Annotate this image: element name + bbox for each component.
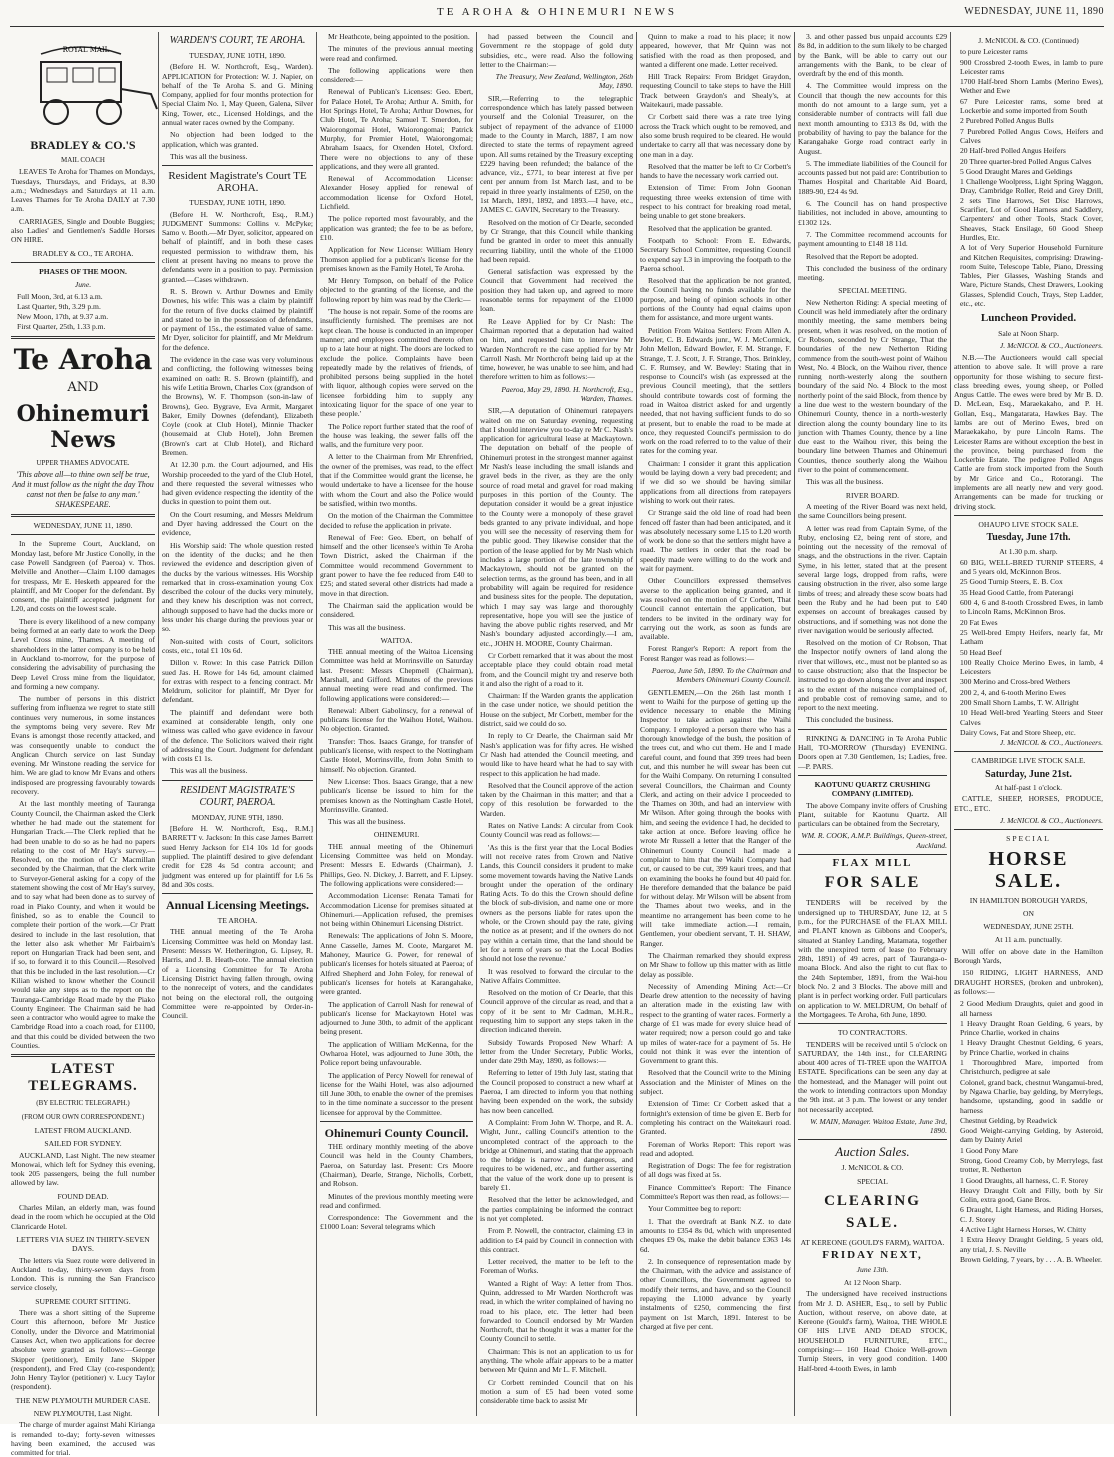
article-paragraph: Mr Heathcote, being appointed to the position.: [328, 32, 470, 41]
telegrams-heading: LATEST TELEGRAMS.: [28, 1061, 138, 1095]
list-item: 600 4, 6 and 8-tooth Crossbred Ewes, in lamb to Lincoln Rams, McKinnon Bros.: [960, 598, 1103, 617]
article-paragraph: On the motion of the Chairman the Committee decided to refuse the application in private.: [320, 511, 473, 530]
article-paragraph: Petition From Waitoa Settlers: From Allen A. Bowler, C. B. Edwards junr., W. J. McCormick, John Mellon, Edward Bowler, F. M. Strange, F. Strange, T. J. Scott, J. F. Strange, Thos. Brinkley, C. F. Rumsey, and W. Bewley: Stating that in response to Council's wish (as expressed at the previous Council meeting), that the settlers should contribute towards cost of forming the road in Waitoa district asked for and urgently needed, that not having sufficient funds to do so at present, but to enable the road to be made at once, they requested Council's permission to do work on the road referred to to the value of their rates for the coming year.: [640, 325, 791, 456]
article-paragraph: 6. The Council has on hand prospective liabilities, not included in above, amounting to £1302 12s.: [798, 199, 947, 227]
article-paragraph: General satisfaction was expressed by the Council that Government had received the position they had taken up, and agreed to more reasonable terms for repayment of the £1000 loan.: [480, 267, 633, 314]
flax-for-sale: FOR SALE: [824, 874, 921, 892]
list-item: 1 Heavy Draught Roan Gelding, 6 years, by Prince Charlie, worked in chains: [960, 1018, 1103, 1038]
county-council-heading: Ohinemuri County Council.: [324, 1126, 469, 1141]
divider: [954, 829, 1103, 830]
article-paragraph: SIR,—A deputation of Ohinemuri ratepayers waited on me on Saturday evening, requesting that I should interview you to-day re Mr C. Nash's application for agricultural lease at Mackaytown. The deputation on behalf of the people of Ohinemuri protest in the strongest manner against Mr Nash's lease including the small islands and gravel beds in the river, as they are the only source of road metal and gravel for road making purposes in this portion of the County. The deputation consider it would be a great injustice to the County were a monopoly of these gravel beds granted to any private individual, and hope you will see the necessity of reserving them for the public good. They likewise consider that the portion of the lease applied for by Mr Nash which includes a large portion of the late township of Mackaytown, should not be granted on the selection terms, as the ground has been, and in all probability will again be required for residence and business sites for the people. The deputation, which I may say was large and thoroughly representative, hope you will see the justice of having the above public rights reserved, and Mr Nash's boundary adjusted accordingly.—I am, etc., JOHN H. MOORE, County Chairman.: [480, 406, 633, 648]
divider: [798, 1023, 947, 1024]
divider: [798, 854, 947, 855]
special-label: SPECIAL: [857, 1176, 888, 1186]
masthead-and: AND: [67, 379, 99, 395]
divider: [162, 165, 313, 166]
article-paragraph: It was resolved to forward the circular to the Native Affairs Committee.: [480, 966, 633, 985]
list-item: 1 Good Draughts, all harness, C. F. Storey: [960, 1175, 1089, 1185]
article-paragraph: (Before H. W. Northcroft, Esq., R.M.) JUDGMENT Summons: Collins v. McPyke; Samo v. Booth.—Mr Dyer, solicitor, appeared on behalf of plaintiff, and in both these cases requested permission to withdraw them, his client at present having no means to prove the defendants were in a position to pay. Permission granted.—Cases withdrawn.: [162, 209, 313, 284]
auction-firm: J. McNICOL & CO.: [841, 1163, 904, 1173]
article-paragraph: A letter to the Chairman from Mr Ehrenfried, the owner of the premises, was read, to the effect that if the Committee would grant the license, he would undertake to have a licensee for the house with whom the Court and also the Police would be satisfied, within two months.: [320, 452, 473, 508]
telegram-heading: THE NEW PLYMOUTH MURDER CASE.: [15, 1395, 151, 1405]
divider: [798, 775, 947, 776]
article-paragraph: 2. In consequence of representation made by the Chairman, with the advice and assistance of other Councillors, the Government agreed to modify their terms, and have, and so the Council repaying the L1000 advance by yearly instalments of £250, commencing the first payment on 1st March, 1891. Interest to be charged at five per cent.: [640, 1256, 791, 1331]
article-paragraph: Hill Track Repairs: From Bridget Graydon, requesting Council to take steps to have the Hill Track between Graydon's and Shealy's, at Waitekauri, made passable.: [640, 72, 791, 110]
article-paragraph: This concluded the business of the ordinary meeting.: [798, 263, 947, 283]
moon-heading: PHASES OF THE MOON.: [39, 266, 127, 276]
list-item: Dairy Cows, Fat and Store Sheep, etc.: [960, 727, 1076, 737]
columns: [8, 32, 1106, 1457]
article-paragraph: Dillon v. Rowe: In this case Patrick Dillon sued Jas. H. Rowe for 14s 6d, amount claimed for extras with respect to a fencing contract. Mr Meldrum, solicitor for plaintiff, Mr Dyer for defendant.: [162, 658, 313, 705]
special-meeting-heading: SPECIAL MEETING.: [838, 286, 907, 296]
coach-name: BRADLEY & CO.'S: [30, 138, 136, 152]
moon-line: New Moon, 17th, at 9.37 a.m.: [17, 312, 109, 322]
list-item: A lot of Very Superior Household Furniture and Kitchen Requisites, comprising: Drawing-room Suite, Telescope Table, Piano, Dressing Tables, Pier Glasses, Washing Stands and Ware, Picture Stands, Chest Drawers, Looking Glasses, Splendid Couch, Trays, Step Ladder, etc., etc.: [960, 243, 1103, 309]
moon-line: Full Moon, 3rd, at 6.13 a.m.: [17, 291, 103, 301]
rm-court-heading: Resident Magistrate's Court TE AROHA.: [168, 170, 307, 195]
article-paragraph: The following applications were then considered:—: [320, 65, 473, 85]
article-paragraph: The minutes of the previous annual meeting were read and confirmed.: [320, 44, 473, 63]
article-paragraph: Cr Corbett reminded Council that on his motion a sum of £5 had been voted some considerable time back to assist Mr: [480, 1377, 633, 1406]
article-paragraph: A letter was read from Captain Syme, of the Ruby, enclosing £2, being rent of store, and pointing out the necessity of the removal of snags, and the obstructions in the river. Captain Syme, in his letter, stated that at the present several large logs, dropped from rafts, were causing obstruction in the river, also some large limbs of trees; and already these scow boats had been the Ruby and he had been put to £40 expenses on account of breakages caused by obstructions, and if something was not done the river navigation would be seriously affected.: [798, 523, 947, 635]
list-item: 5 Good Draught Mares and Geldings: [960, 166, 1073, 176]
article-paragraph: [Before H. W. Northcroft, Esq., R.M.] BARRETT v. Jackson: In this case James Barrett sued Henry Jackson for £14 10s 1d for goods supplied. The plaintiff desired to give defendant credit for £28 4s 5d contra account; and judgment was entered up for plaintiff for L6 5s 8d and 30s costs.: [162, 824, 313, 889]
article-paragraph: Non-suited with costs of Court, solicitors costs, etc., total £1 10s 6d.: [162, 636, 313, 655]
article-paragraph: Resolved that the Report be adopted.: [806, 251, 919, 261]
article-paragraph: The Chairman remarked they should express on Mr Shaw to follow up this matter with as little delay as possible.: [640, 950, 791, 979]
article-paragraph: Extension of Time: From John Goonan requesting three weeks extension of time with respect to his contract for breaking road metal, being unable to get stone breakers.: [640, 183, 791, 221]
article-paragraph: Chairman: If the Warden grants the application in the case under notice, we should petition the House on the subject, Mr Corbett, member for the district, said we could do so.: [480, 691, 633, 729]
telegrams-sub: (BY ELECTRIC TELEGRAPH.): [36, 1099, 130, 1108]
licensing-sub: TE AROHA.: [217, 916, 258, 926]
telegram-heading: SAILED FOR SYDNEY.: [44, 1139, 122, 1149]
article-paragraph: (Before H. W. Northcroft, Esq., Warden). APPLICATION for Protection: W. J. Napier, on behalf of the Te Aroha S. and G. Mining Company, applied for four months protection for Special Claim No. 1, May Queen, Galena, Silver King, Tower, etc., Licensed Holdings, and the annual water races owned by the Company.: [162, 62, 313, 128]
list-item: 1 Extra Heavy Draught Gelding, 5 years old, any trial, J. S. Neville: [960, 1235, 1103, 1254]
ohinemuri-heading: OHINEMURI.: [373, 830, 420, 840]
column-4: [476, 32, 636, 1416]
clearing-time: At 12 Noon Sharp.: [843, 1277, 902, 1287]
coach-text-2: CARRIAGES, Single and Double Buggies; also Ladies' and Gentlemen's Saddle Horses ON HIRE.: [11, 216, 155, 245]
article-paragraph: This was all the business.: [806, 477, 884, 487]
column-6: [794, 32, 950, 1416]
article-paragraph: Your Committee beg to report:: [648, 1204, 742, 1214]
divider: [162, 893, 313, 894]
article-paragraph: Renewals: The applications of John S. Moore, Anne Casselle, James M. Coote, Margaret M. Mahoney, Maurice G. Power, for renewal of publican's licenses for hotels situated at Paeroa; of Alfred Shepherd and John Foley, for renewal of publican's licenses for hotels at Karangahake, were granted.: [320, 931, 473, 997]
article-paragraph: At 12.30 p.m. the Court adjourned, and His Worship proceeded to the yard of the Club Hotel, and there requested the several witnesses who had given evidence respecting the identity of the ducks in question to point them out.: [162, 460, 313, 507]
luncheon-provided: Luncheon Provided.: [980, 312, 1077, 325]
telegram-from: LATEST FROM AUCKLAND.: [34, 1125, 132, 1135]
rm-paeroa-date: MONDAY, JUNE 9TH, 1890.: [191, 812, 284, 822]
list-item: 67 Pure Leicester rams, some bred at Lockerbie and some imported from South: [960, 96, 1103, 116]
list-item: 7 Purebred Polled Angus Cows, Heifers and Calves: [960, 126, 1103, 145]
article-paragraph: THE ordinary monthly meeting of the above Council was held in the County Chambers, Paeroa, on Saturday last. Present: Crs Moore (Chairman), Dearle, Strange, Nicholls, Corbett, and Robson.: [320, 1142, 473, 1189]
list-item: 35 Head Good Cattle, from Paterangi: [960, 587, 1074, 597]
list-item: 1700 Half-bred Shorn Lambs (Merino Ewes), Wether and Ewe: [960, 77, 1103, 96]
article-paragraph: Resolved that the matter be left to Cr Corbett's hands to have the necessary work carried out.: [640, 161, 791, 181]
telegram-text: There was a short sitting of the Supreme Court this afternoon, before Mr Justice Conolly, under the Divorce and Matrimonial Causes Act, when two applications for decree absolute were granted as follows:—George Skipper (petitioner), Emily Jane Skipper (respondent), and Fred Clay (co-respondent); John Henry Taylor (petitioner) v. Lucy Taylor (respondent).: [11, 1308, 155, 1392]
cambridge-text: CATTLE, SHEEP, HORSES, PRODUCE, ETC., ETC.: [954, 794, 1103, 813]
rm-court-date: TUESDAY, JUNE 10TH, 1890.: [189, 198, 286, 208]
article-paragraph: Accommodation License: Renata Tamati for Accommodation License for premises situated at Ohinemuri.—Application refused, the premises not being within Ohinemuri Licensing District.: [320, 891, 473, 929]
list-item: 2 Good Medium Draughts, quiet and good in all harness: [960, 999, 1103, 1018]
clearing-sub: AT KEREONE (GOULD'S FARM), WAITOA.: [800, 1238, 945, 1248]
article-paragraph: 'The house is not repair. Some of the rooms are insufficiently furnished. The premises are not kept clean. The house is conducted in an improper manner; and employees committed thereto often up to a late hour at night. The doors are locked to exclude the police. Complaints have been repeatedly made by the relatives of friends, of prohibited persons being supplied in the hotel with liquor, although copies were served on the licensee forbidding him to supply any intoxicating liquor for the space of one year to these people.': [320, 307, 473, 419]
list-item: 60 BIG, WELL-BRED TURNIP STEERS, 4 and 5 years old, McKinnon Bros.: [960, 557, 1103, 577]
article-paragraph: Resolved that the Council write to the Mining Association and the Minister of Mines on the subject.: [640, 1068, 791, 1097]
list-item: 20 Half-bred Polled Angus Heifers: [960, 146, 1066, 156]
article-paragraph: GENTLEMEN,—On the 26th last month I went to Waihi for the purpose of getting up the evidence necessary to enable the Mining Inspector to take action against the Waihi Company. I employed a person there who has a thorough knowledge of the bush, the position of the trees cut, and who cut them. He and I made careful count, and found that 399 trees had been cut, and this number he will swear has been cut for the Waihi Company. On returning I consulted several Councillors, the Chairman and County Clerk, and acting on their advice I proceeded to the Thames on 30th, and had an interview with Mr Wilson. After going through the books with him, and seeing the evidence I had, he decided to take action at once. Before leaving office he wrote Mr Russell a letter that the Ranger of the Ohinemuri County Council had made a complaint to him that the Waihi Company had cut, or caused to be cut, 399 kauri trees, and that on examining the books he found but 40 paid for. He therefore demanded that the balance be paid for without delay. Mr Wilson will be absent from the Thames about two weeks, and in the meantime no arrangement has been come to he will take immediate action.—I remain, Gentlemen, your obedient servant, T. H. SHAW, Ranger.: [640, 687, 791, 948]
telegram-text: The letters via Suez route were delivered in Auckland to-day, thirty-seven days from London. This is running the San Francisco service closely,: [11, 1255, 155, 1293]
horse-sale-heading: HORSE SALE.: [988, 847, 1069, 892]
divider: [11, 514, 155, 517]
nb-text: N.B.—The Auctioneers would call special attention to above sale. It will prove a rare opportunity for those wishing to secure first-class breeding ewes, young sheep, or Polled Angus Cattle. The ewes were bred by Mr B. D. D. McLean, Esq., Maraekakaho, and P. H. Gollan, Esq., Mangatarata, Hawkes Bay. The lambs are out of Merino Ewes, bred on Maraekakaho, by pure Lincoln Rams. The Leicester Rams are without exception the best in the province, being purchased from the Lockerbie Estate. The pedigree Polled Angus Cattle are from stock imported from the South by Mr Grice and Co., Rotorangi. The implements are all nearly new and very good. Arrangements can be made for trucking or driving stock.: [954, 352, 1103, 511]
editorial-paragraph: There is every likelihood of a new company being formed at an early date to work the Deep Level Cross mine, Thames. A meeting of shareholders in the latter company is to be held in Auckland to-morrow, for the purpose of considering the advisability of purchasing the Deep Level Cross mine from the liquidator, and forming a new company.: [11, 616, 155, 691]
list-item: 1 Challenge Woolpress, Light Spring Waggon, Dray, Cambridge Roller, Reid and Grey Drill, 2 sets Tine Harrows, Set Disc Harrows, Scarifier, Lot of Good Harness and Saddlery, Carpenters' and other Tools, Stack Cover, Sheaves, Stack Ensilage, 60 Good Sheep Hurdles, Etc.: [960, 177, 1103, 242]
article-paragraph: Correspondence: The Government and the £1000 Loan: Several telegrams which: [320, 1213, 473, 1232]
article-paragraph: R. S. Brown v. Arthur Downes and Emily Downes, his wife: This was a claim by plaintiff for the return of five ducks claimed by plaintiff and stated to be in the possession of defendants, or payment of 15s., the estimated value of same. Mr Dyer, solicitor for plaintiff, and Mr Meldrum for the defence.: [162, 286, 313, 352]
article-paragraph: Other Councillors expressed themselves averse to the application being granted, and it was resolved on the motion of Cr Corbett, That Council cannot entertain the application, but tenders to be invited in the ordinary way for carrying out the work, as soon as funds are available.: [640, 576, 791, 642]
waitoa-heading: WAITOA.: [380, 635, 413, 645]
article-paragraph: Foreman of Works Report: This report was read and adopted.: [640, 1139, 791, 1158]
article-paragraph: Renewal of Publican's Licenses: Geo. Ebert, for Palace Hotel, Te Aroha; Arthur A. Smith, for Hot Springs Hotel, Te Aroha; Arthur Downes, for Club Hotel, Te Aroha; Samuel T. Smerdon, for Waiorongomai Hotel, Waiorongomai; Patrick Murphy, for Premier Hotel, Waiorongomai; Abraham Isaacs, for Oxenden Hotel, Oxford. There were no objections to any of these applications, and they were all granted.: [320, 87, 473, 171]
coach-text: LEAVES Te Aroha for Thames on Mondays, Tuesdays, Thursdays, and Fridays, at 8.30 a.m.; Wednesdays and Saturdays at 11 a.m. Leaves Thames for Te Aroha DAILY at 7.30 a.m.: [11, 167, 155, 214]
divider: [11, 534, 155, 535]
column-5: [636, 32, 794, 1416]
list-item: 4 Active Light Harness Horses, W. Chitty: [960, 1225, 1087, 1235]
list-item: 25 Well-bred Empty Heifers, nearly fat, Mr Latham: [960, 627, 1103, 647]
list-item: Strong, Good Creamy Cob, by Merrylegs, fast trotter, R. Netherton: [960, 1155, 1103, 1175]
list-item: Brown Gelding, 7 years, by . . . A. B. Wheeler.: [960, 1254, 1103, 1264]
article-paragraph: This was all the business.: [328, 622, 406, 632]
article-paragraph: The application of Percy Nowell for renewal of license for the Waihi Hotel, was also adjourned till June 30th, to enable the owner of the premises to in the time nominate a successor to the present licensee for approval by the Committee.: [320, 1070, 473, 1117]
article-paragraph: Transfer: Thos. Isaacs Grange, for transfer of publican's license, with respect to the Nottingham Castle Hotel, Morrinsville, from John Smith to himself. No objection. Granted.: [320, 736, 473, 774]
contractors-text: TENDERS will be received until 5 o'clock on SATURDAY, the 14th inst., for CLEARING about 400 acres of TI-TREE upon the WAITOA ESTATE. Specifications can be seen any day at the homestead, and the Manager will point out the work to intending contractors upon Monday the 9th inst. at 3 p.m. The lowest or any tender not necessarily accepted.: [798, 1039, 947, 1114]
moon-line: Last Quarter, 9th, 3.29 p.m.: [17, 301, 101, 311]
coach-sig: BRADLEY & CO., TE AROHA.: [32, 248, 134, 258]
article-paragraph: Resolved that the application be granted.: [648, 223, 772, 233]
cambridge-date: Saturday, June 21st.: [985, 768, 1072, 780]
article-paragraph: The plaintiff and defendant were both examined at considerable length, only one witness was called who gave evidence in favour of the defence. The Solicitors waived their right of addressing the Court. Judgment for defendant with costs £1 1s.: [162, 707, 313, 764]
auction-sales-heading: Auction Sales.: [835, 1144, 910, 1160]
list-item: 1 Thoroughbred Mare, imported from Christchurch, pedigree at sale: [960, 1058, 1103, 1077]
kaotunu-heading: KAOTUNU QUARTZ CRUSHING COMPANY (LIMITED).: [814, 779, 931, 799]
article-paragraph: 'As this is the first year that the Local Bodies will not receive rates from Crown and Native Lands, this Council considers it prudent to make some movement towards having the Native Lands brought under the operation of the ordinary Rating Acts. To do this the Crown should define the block of sub-division, and name one or more owners as the persons liable for rates upon the whole, or the Crown should pay the rate, giving the notice as at present; and if the owners do not pay within a certain time, that the land should be let for a term of years so that the Local Bodies should not lose the revenue.': [480, 842, 633, 964]
river-board-heading: RIVER BOARD.: [845, 490, 900, 500]
article-paragraph: Forest Ranger's Report: A report from the Forest Ranger was read as follows:—: [640, 644, 791, 663]
list-item: Chestnut Gelding, by Readwick: [960, 1115, 1058, 1125]
article-paragraph: From P. Nowell, the contractor, claiming £3 in addition to £4 paid by Council in connection with this contract.: [480, 1226, 633, 1254]
flax-text: TENDERS will be received by the undersigned up to THURSDAY, June 12, at 5 p.m., for the PURCHASE of the FLAX MILL and PLANT known as Gibbons and Cooper's, situated at Stanley Landing, Matamata, together with the unexpired term of lease (to February 28th, 1891) of 49 acres, part of Tauranga-o-moana Block. And also the right to cut flax to the 24th September, 1891, from the Wai-hou block No. 2 and 3 Blocks. The above mill and plant is in perfect working order. Full particulars on application to W. MELDRUM, On behalf of the Mortgagees. Te Aroha, 6th June, 1890.: [798, 898, 947, 1019]
article-paragraph: Subsidy Towards Proposed New Wharf: A letter from the Under Secretary, Public Works, under date 29th May, 1890, as follows:—: [480, 1037, 633, 1066]
article-paragraph: Renewal of Accommodation License: Alexander Hosey applied for renewal of accommodation license for Oxford Hotel, Lichfield.: [320, 174, 473, 212]
telegrams-sub-2: (FROM OUR OWN CORRESPONDENT.): [21, 1112, 145, 1121]
list-item: Good Weight-carrying Gelding, by Asteroid, dam by Dainty Ariel: [960, 1126, 1103, 1145]
article-paragraph: This was all the business.: [170, 151, 248, 161]
licensing-heading: Annual Licensing Meetings.: [165, 898, 309, 913]
article-paragraph: The police reported most favourably, and the application was granted; the fee to be as before, £10.: [320, 214, 473, 242]
ohaupo-heading: OHAUPO LIVE STOCK SALE.: [978, 519, 1079, 529]
article-paragraph: Re Leave Applied for by Cr Nash: The Chairman reported that a deputation had waited on him, and requested him to interview Mr Warden Northcroft re the case applied for by Mr Carroll Nash. Mr Northcroft being laid up at the time, however, he was unable to see him, and had therefore written to him as follows:—: [480, 316, 633, 382]
article-paragraph: Referring to letter of 19th July last, stating that the Council proposed to construct a new wharf at Paeroa, I am directed to inform you that nothing having been expended on the work, the subsidy has now been cancelled.: [480, 1068, 633, 1115]
letter-heading: Paeroa, June 5th, 1890. To the Chairman and Members Ohinemuri County Council.: [651, 666, 791, 685]
cambridge-heading: CAMBRIDGE LIVE STOCK SALE.: [971, 756, 1086, 766]
article-paragraph: Cr Strange said the old line of road had been fenced off faster than had been anticipated, and it was absolutely necessary some L15 to L20 worth of work be done so that the settlers might have a road. The settlers in order that the road be speedily made were willing to do the work and wait for payment.: [640, 508, 791, 574]
clearing-sale-heading: CLEARING SALE.: [824, 1193, 921, 1232]
wardens-court-heading: WARDEN'S COURT, TE AROHA.: [169, 35, 306, 46]
article-paragraph: A Complaint: From John W. Thorpe, and R. A. Wight, Junr., calling Council's attention to the uncompleted contract of the approach to the bridge at Ohinemuri, and stating that the approach to the bridge is narrow and dangerous, and requires to be widened, etc., and further asserting that the value of the work done up to present is barely £1.: [480, 1117, 633, 1193]
cambridge-sig: J. McNICOL & CO., Auctioneers.: [999, 815, 1103, 825]
column-2: [158, 32, 316, 1416]
editorial-paragraph: In the Supreme Court, Auckland, on Monday last, before Mr Justice Conolly, in the case Powell Sandgreen (of Paeroa) v. Thos. Melville and Another—Claim L100 damages for trespass, Mr E. Hesketh appeared for the plaintiff, and Mr Cooper for the defendant. By consent, the plaintiff accepted judgment for L20, and costs on the lowest scale.: [11, 539, 155, 614]
article-paragraph: No objection had been lodged to the application, which was granted.: [162, 130, 313, 149]
article-paragraph: THE annual meeting of the Te Aroha Licensing Committee was held on Monday last. Present: Messrs W. Hetherington, G. Lipsey, R. Harris, and J. B. Heath-cote. The annual election of a Licensing Committee for Te Aroha Licensing District having fallen through, owing to the nonreceipt of voters, and the candidates not being on the electoral roll, the outgoing Committee were re-appointed by Order-in-Council.: [162, 927, 313, 1021]
friday-next: FRIDAY NEXT,: [822, 1249, 923, 1262]
article-paragraph: Resolved on the motion of Cr Dearle, that this Council approve of the circular as read, and that a copy of it be sent to Mr Cadman, M.H.R., requesting him to support any steps taken in the direction indicated therein.: [480, 988, 633, 1035]
article-paragraph: had passed between the Council and Government re the stoppage of gold duty subsidies, etc., were read. Also the following letter to the Chairman:—: [480, 32, 633, 69]
ohaupo-sig: J. McNICOL & CO., Auctioneers.: [999, 738, 1103, 748]
article-paragraph: Resolved on the motion of Cr Robson, That the Inspector notify owners of land along the river that willows, etc., must not be planted so as to cause obstruction; also that the Inspector be instructed to go down along the river and inspect as to the extent of the nuisance complained of, and probable cost of removing same, and to report to the next meeting.: [798, 638, 947, 713]
moon-month: June.: [74, 280, 92, 290]
article-paragraph: Finance Committee's Report: The Finance Committee's Report was then read, as follows:—: [640, 1182, 791, 1202]
kaotunu-sig: WM. R. COOK, A.M.P. Buildings, Queen-street, Auckland.: [801, 831, 947, 850]
telegram-heading: FOUND DEAD.: [57, 1191, 109, 1201]
article-paragraph: Resolved that the Council approve of the action taken by the Chairman in this matter; and that a copy of this resolution be forwarded to the Warden.: [480, 780, 633, 818]
divider: [798, 1139, 947, 1140]
article-paragraph: SIR,—Referring to the telegraphic correspondence which has lately passed between yourself and the Colonial Treasurer, on the subject of repayment of the advance of £1000 made to the County in March, 1887, I am now directed to state the terms of repayment agreed upon. All sums retained by the Treasury excepting £229 having been refunded; the balance of the advance, viz., £771, to bear interest at five per cent per annum from 1st March last, and to be repaid in three yearly instalments of £250, on the 1st March, 1891, 1892, and 1893.—I have, etc., JAMES C. GAVIN, Secretary to the Treasury.: [480, 93, 633, 215]
article-paragraph: Cr Corbett remarked that it was about the most acceptable place they could obtain road metal from, and the Council might try and reserve both it and also the right of a road to it.: [480, 651, 633, 688]
masthead-motto: 'This above all—to thine own self be true, And it must follow as the night the day Thou canst not then be false to any man.' SHAKESPEARE.: [12, 470, 154, 510]
article-paragraph: This was all the business.: [328, 817, 406, 827]
divider: [11, 1054, 155, 1057]
horse-sub: IN HAMILTON BOROUGH YARDS,: [969, 895, 1088, 905]
divider: [11, 262, 155, 263]
list-item: 6 Draught, Light Harness, and Riding Horses, C. J. Storey: [960, 1205, 1103, 1224]
article-paragraph: Mr Henry Tompson, on behalf of the Police objected to the granting of the license, and the following report by him was read by the Clerk:—: [320, 276, 473, 304]
article-paragraph: THE annual meeting of the Ohinemuri Licensing Committee was held on Monday. Present: Messrs E. Edwards (Chairman), J. Phillips, Geo. N. Dickey, J. Barrett, and F. Lipsey. The following applications were considered:—: [320, 841, 473, 888]
article-paragraph: Chairman: I consider it grant this application would be laying down a very bad precedent; and if we did so we should be having similar applications from all directions from ratepayers wishing to work out their rates.: [640, 458, 791, 505]
article-paragraph: This was all the business.: [170, 766, 248, 776]
article-paragraph: 3. and other passed bus unpaid accounts £29 8s 8d, in addition to the sum likely to be charged by the Bank, will be able to carry out our arrangements with the Bank, to be clear of overdraft by the end of this month.: [798, 32, 947, 79]
rm-paeroa-heading: RESIDENT MAGISTRATE'S COURT, PAEROA.: [180, 784, 295, 808]
list-item: 200 Small Shorn Lambs, T. W. Allright: [960, 698, 1079, 707]
flax-mill-heading: FLAX MILL: [832, 857, 913, 870]
column-7: [950, 32, 1106, 1416]
sale-time: Sale at Noon Sharp.: [998, 329, 1059, 339]
article-paragraph: 5. The immediate liabilities of the Council for accounts passed but not paid are: Contribution to Thames Hospital and Charitable Aid Board, 1889-90, £24 4s 9d.: [798, 158, 947, 196]
column-3: [316, 32, 476, 1416]
ohaupo-date: Tuesday, June 17th.: [986, 532, 1071, 544]
rinking-ad: RINKING & DANCING in Te Aroha Public Hall, TO-MORROW (Thursday) EVENING. Doors open at 7.30 Gentlemen, 1s; Ladies, free.—P. PARS.: [798, 733, 947, 771]
editorial-paragraph: The number of persons in this district suffering from influenza we regret to state still continues very numerous, in some instances the symptoms being very severe. Rev Mr Evans is amongst those recently attacked, and was consequently unable to conduct the Anglican Church service on last Sunday evening. Mr Winstone reading the service for him. We are glad to know Mr Evans and others indisposed are progressing favourably towards recovery.: [11, 694, 155, 797]
list-item: 20 Three quarter-bred Polled Angus Calves: [960, 156, 1092, 166]
article-paragraph: Cr Corbett said there was a rate tree lying across the Track which ought to be removed, and also some brush required to be cleared. He would undertake to carry all that was necessary done by one man in a day.: [640, 112, 791, 159]
article-paragraph: Letter received, the matter to be left to the Foreman of Works.: [480, 1257, 633, 1276]
article-paragraph: Wanted a Right of Way: A letter from Thos. Quinn, addressed to Mr Warden Northcroft was read, in which the writer complained of having no road to his place, etc. The letter had been forwarded to Council endorsed by Mr Warden Northcroft, that he thought it was a matter for the County Council to settle.: [480, 1278, 633, 1344]
divider: [798, 729, 947, 730]
list-item: 900 Crossbred 2-tooth Ewes, in lamb to pure Leicester rams: [960, 57, 1103, 76]
special-label: SPECIAL: [1006, 834, 1051, 844]
horse-time: At 11 a.m. punctually.: [994, 935, 1063, 945]
letter-heading: The Treasury, New Zealand, Wellington, 26th May, 1890.: [495, 72, 633, 91]
masthead-sub: UPPER THAMES ADVOCATE.: [36, 458, 130, 467]
list-item: 100 Really Choice Merino Ewes, in lamb, 4 Leicesters: [960, 657, 1103, 677]
telegram-heading: SUPREME COURT SITTING.: [35, 1296, 131, 1306]
list-item: 200 2, 4, and 6-tooth Merino Ewes: [960, 687, 1066, 697]
horse-intro: Will offer on above date in the Hamilton Borough Yards,: [954, 946, 1103, 966]
list-item: 1 Heavy Draught Chestnut Gelding, 6 years, by Prince Charlie, worked in chains: [960, 1038, 1103, 1057]
clearing-text: The undersigned have received instructions from Mr J. D. ASHER, Esq., to sell by Public Auction, without reserve, on above date, at Kereone (Gould's farm), Waitoa, THE WHOLE OF HIS LIVE AND DEAD STOCK, HOUSEHOLD FURNITURE, ETC., comprising:— 160 Head Choice Well-grown Turnip Steers, in very good condition. 1400 Half-bred 4-tooth Ewes, in lamb: [798, 1289, 947, 1373]
running-head: [10, 6, 1104, 27]
contractors-heading: TO CONTRACTORS.: [837, 1028, 908, 1038]
contractors-sig: W. MAIN, Manager. Waitoa Estate, June 3rd, 1890.: [810, 1116, 947, 1136]
divider: [162, 780, 313, 781]
divider: [954, 751, 1103, 752]
list-item: 10 Head Well-bred Yearling Steers and Steer Calves: [960, 708, 1103, 727]
list-item: 20 Fat Ewes: [960, 617, 998, 627]
masthead-ohinemuri-news: Ohinemuri News: [16, 400, 150, 453]
article-paragraph: THE annual meeting of the Waitoa Licensing Committee was held at Morrinsville on Saturday last. Present: Messrs Chepmell (Chairman), Marshall, and Gifford. Minutes of the previous annual meeting were read and confirmed. The following applications were considered:—: [320, 647, 473, 703]
list-item: 300 Merino and Cross-bred Wethers: [960, 677, 1071, 687]
divider: [11, 336, 155, 339]
article-paragraph: The Police report further stated that the roof of the house was leaking, the sewer falls off the walls, and the furniture very poor.: [320, 421, 473, 450]
list-item: 1 Good Pony Mare: [960, 1145, 1019, 1155]
article-paragraph: Footpath to School: From E. Edwards, Secretary School Committee, requesting Council to expend say L3 in improving the footpath to the Paeroa school.: [640, 235, 791, 273]
telegram-heading: LETTERS VIA SUEZ IN THIRTY-SEVEN DAYS.: [16, 1234, 150, 1254]
article-paragraph: Minutes of the previous monthly meeting were read and confirmed.: [320, 1191, 473, 1210]
column-1: [8, 32, 158, 1457]
list-item: 50 Head Beef: [960, 647, 1002, 657]
list-item: 2 Purebred Polled Angus Bulls: [960, 116, 1054, 126]
article-paragraph: Resolved that the application be not granted, the Council having no funds available for the purpose, and being of opinion schools in other portions of the County had equal claims upon them for assistance, and more urgent wants.: [640, 276, 791, 323]
list-item: Heavy Draught Colt and Filly, both by Sir Colin, extra good, Gane Bros.: [960, 1185, 1103, 1205]
moon-line: First Quarter, 25th, 1.33 p.m.: [17, 322, 106, 332]
article-paragraph: His Worship said: The whole question rested on the identity of the ducks; and he then reviewed the evidence and description given of the ducks by the various witnesses. His Worship remarked that in cross-examination young Cox described the colour of the ducks very minutely, and they knew his description was not correct, although supposed to have had the ducks more or less under his charge during the previous year or so.: [162, 540, 313, 634]
article-paragraph: 4. The Committee would impress on the Council that though the new accounts for this month do not amount to a large sum, yet a considerable number of contracts will fall due next month amounting to £313 8s 0d, with the probability of having to pay the balance for the Karangahake Gorge road contract early in August.: [798, 81, 947, 156]
article-paragraph: The evidence in the case was very voluminous and conflicting, the following witnesses being examined on oath: R. S. Brown (plaintiff), and his wife Letitia Brown, Charles Cox (grandson of the Browns), W. F. Thompson (son-in-law of Browns), Geo. Bygrave, Eva Armit, Margaret Baker, Emily Downes (defendant), Elizabeth Coyle (cook at Club Hotel), Minnie Thacker (housemaid at Club Hotel), John Bremen (Brown's cart at Club Hotel), and Richard Bremen.: [162, 355, 313, 457]
list-item: 25 Good Turnip Steers, E. B. Cox: [960, 577, 1063, 587]
article-paragraph: New License: Thos. Isaacs Grange, that a new publican's license be issued to him for the premises known as the Nottingham Castle Hotel, Morrinsville. Granted.: [320, 776, 473, 814]
svg-text:ROYAL MAIL: ROYAL MAIL: [62, 46, 110, 54]
list-item: to pure Leicester rams: [960, 47, 1028, 57]
dateline: WEDNESDAY, JUNE 11, 1890.: [33, 521, 133, 531]
horse-on: ON: [1023, 908, 1034, 918]
coach-illustration: [11, 34, 161, 134]
article-paragraph: Renewal of Fee: Geo. Ebert, on behalf of himself and the other licensee's within Te Aroha Town District, asked the Chairman if the Committee would recommend Government to grant power to have the fee reduced from £40 to £25; and stated several other districts had made a move in that direction.: [320, 532, 473, 598]
coach-sub: MAIL COACH: [61, 156, 105, 164]
article-paragraph: The Chairman said the application would be considered.: [320, 600, 473, 620]
article-paragraph: Registration of Dogs: The fee for registration of all dogs was fixed at 5s.: [640, 1161, 791, 1180]
running-head-title: TE AROHA & OHINEMURI NEWS: [437, 6, 677, 18]
article-paragraph: 7. The Committee recommend accounts for payment amounting to £148 18 11d.: [798, 229, 947, 249]
letter-heading: Paeroa, May 29, 1890. H. Northcroft, Esq., Warden, Thames.: [501, 384, 633, 403]
article-paragraph: In reply to Cr Dearle, the Chairman said Mr Nash's application was for fifty acres. He wished Cr Nash had attended the Council meeting, and would like to have heard what he had to say with respect to this application he had made.: [480, 731, 633, 778]
telegram-dateline: NEW PLYMOUTH, Last Night.: [33, 1408, 133, 1418]
wardens-court-date: TUESDAY, JUNE 10TH, 1890.: [189, 51, 286, 60]
telegram-text: AUCKLAND, Last Night. The new steamer Monowai, which left for Sydney this evening, took 205 passengers, being the full number allowed by law.: [11, 1150, 155, 1188]
article-paragraph: Resolved that the letter be acknowledged, and the parties complaining be informed the contract is not yet completed.: [480, 1195, 633, 1223]
firm-sig: J. McNICOL & CO., Auctioneers.: [999, 340, 1103, 350]
article-paragraph: Extension of Time: Cr Corbett asked that a fortnight's extension of time be given E. Berb for completing his contract on the Waitekauri road. Granted.: [640, 1099, 791, 1137]
list-item: Colonel, grand back, chestnut Wangamui-bred, by Ngawa Charlie, bay gelding, by Merrylegs, handsome, upstanding, good in saddle or harness: [960, 1077, 1103, 1115]
article-paragraph: New Netherton Riding: A special meeting of Council was held immediately after the ordinary monthly meeting, the same members being present, when it was resolved, on the motion of Cr Robson, seconded by Cr Strange, That the boundaries of the new Netherton Riding commence from the south-west point of Waihou West, No. 4 Block, on the Waihou river, thence running north-westerly along the southern boundary of the said No. 4 Block to the most northerly point of the said Block, from thence by a line due west to the western boundary of the Ohinemuri County, thence in a north-westerly direction along the county boundary line to its junction with Thames County, thence by a line due east to the Waihou river, this being the boundary line between Thames and Ohinemuri Counties, thence southerly along the Waihou river to the point of commencement.: [798, 297, 947, 475]
kaotunu-text: The above Company invite offers of Crushing Plant, suitable for Kaotunu Quartz. All particulars can be obtained from the Secretary,: [798, 800, 947, 829]
article-paragraph: The application of Carroll Nash for renewal of publican's license for Mackaytown Hotel was adjourned to June 30th, to admit of the applicant being present.: [320, 999, 473, 1037]
clearing-date: June 13th.: [856, 1264, 889, 1274]
running-head-date: WEDNESDAY, JUNE 11, 1890: [964, 6, 1104, 17]
divider: [320, 1121, 473, 1122]
ohaupo-time: At 1.30 p.m. sharp.: [999, 546, 1058, 556]
article-paragraph: On the Court resuming, and Messrs Meldrum and Dyer having addressed the Court on the evidence,: [162, 509, 313, 538]
telegram-text: The charge of murder against Mahi Kirianga is remanded to-day; forty-seven witnesses having been examined, the accused was committed for trial.: [11, 1420, 155, 1457]
article-paragraph: A meeting of the River Board was next held, the same Councillors being present.: [798, 501, 947, 521]
horse-lead: 150 RIDING, LIGHT HARNESS, AND DRAUGHT HORSES, (broken and unbroken), as follows:—: [954, 968, 1103, 996]
article-paragraph: Rates on Native Lands: A circular from Cook County Council was read as follows:—: [480, 821, 633, 840]
article-paragraph: This concluded the business.: [806, 715, 894, 725]
editorial-paragraph: At the last monthly meeting of Tauranga County Council, the Chairman asked the Clerk whether he had made out the statement for Hungarian Track.—The Clerk replied that he had been unable to do so as he had no papers relating to the cost of Mr Hay's survey.—Resolved, on the motion of Cr Macmillan seconded by the Chairman, that the clerk write to Surveyor-General asking for a copy of the statement showing the cost of Mr Hay's survey, and to say what had been done as to survey of road in Piako County, and when it would be finished, so as to enable the Council to complete their portion of the work.—Cr Pratt desired to include in the last resolution, that the letter also ask whether Mr Fairbairn's report on Hungarian Track had been sent, and if so, to forward it to this Council.—Resolved that this be included in the last resolution.—Cr Kilian wished to know whether the Council would take any steps as to the report on the Tauranga-Cambridge Road made by the Piako County Engineer. The Chairman said he had seen a contractor who would agree to make the Cambridge Road into a coach road, for £1100, and that this could be divided between the two Counties.: [11, 799, 155, 1051]
horse-date: WEDNESDAY, JUNE 25TH.: [983, 922, 1074, 932]
article-paragraph: Resolved on the motion of Cr Dearle, seconded by Cr Strange, that this Council while thanking fund be granted in order to meet this annually recurring liability, until the whole of the £1000 had been repaid.: [480, 217, 633, 264]
article-paragraph: 1. That the overdraft at Bank N.Z. to date amounts to £354 8s 0d, which with unpresented cheques £9 0s, make the debit balance £363 14s 6d.: [640, 1216, 791, 1254]
article-paragraph: Chairman: This is not an application to us for anything. The whole affair appears to be a matter between Mr Quinn and Mr L. F. Mitchell.: [480, 1346, 633, 1375]
article-paragraph: Necessity of Amending Mining Act:—Cr Dearle drew attention to the necessity of having an alteration made in the existing law with respect to the granting of water races. Formerly a charge of £1 was made for every sluice head of water required; now a person could go and take up miles of water-race for a payment of 5s. He could not think it was ever the intention of Government to grant this.: [640, 981, 791, 1066]
article-paragraph: The application of William McKenna, for the Owharoa Hotel, was adjourned to June 30th, the Police report being unfavourable.: [320, 1039, 473, 1068]
article-paragraph: Application for New License: William Henry Thomson applied for a publican's license for the premises known as the Family Hotel, Te Aroha.: [320, 245, 473, 273]
article-paragraph: Renewal: Albert Gabolinscy, for a renewal of publicans license for the Waihou Hotel, Waihou. No objection. Granted.: [320, 705, 473, 734]
continued-heading: J. McNICOL & CO. (Continued): [978, 36, 1079, 45]
article-paragraph: Quinn to make a road to his place; it now appeared, however, that Mr Quinn was not satisfied with the road as then proposed, and wanted a different one made. Letter received.: [640, 32, 791, 69]
cambridge-time: At half-past 1 o'clock.: [994, 783, 1063, 793]
telegram-text: Charles Milan, an elderly man, was found dead in the room which he occupied at the Old Clanricarde Hotel.: [11, 1203, 155, 1231]
masthead-te-aroha: Te Aroha: [13, 342, 153, 376]
divider: [954, 515, 1103, 516]
